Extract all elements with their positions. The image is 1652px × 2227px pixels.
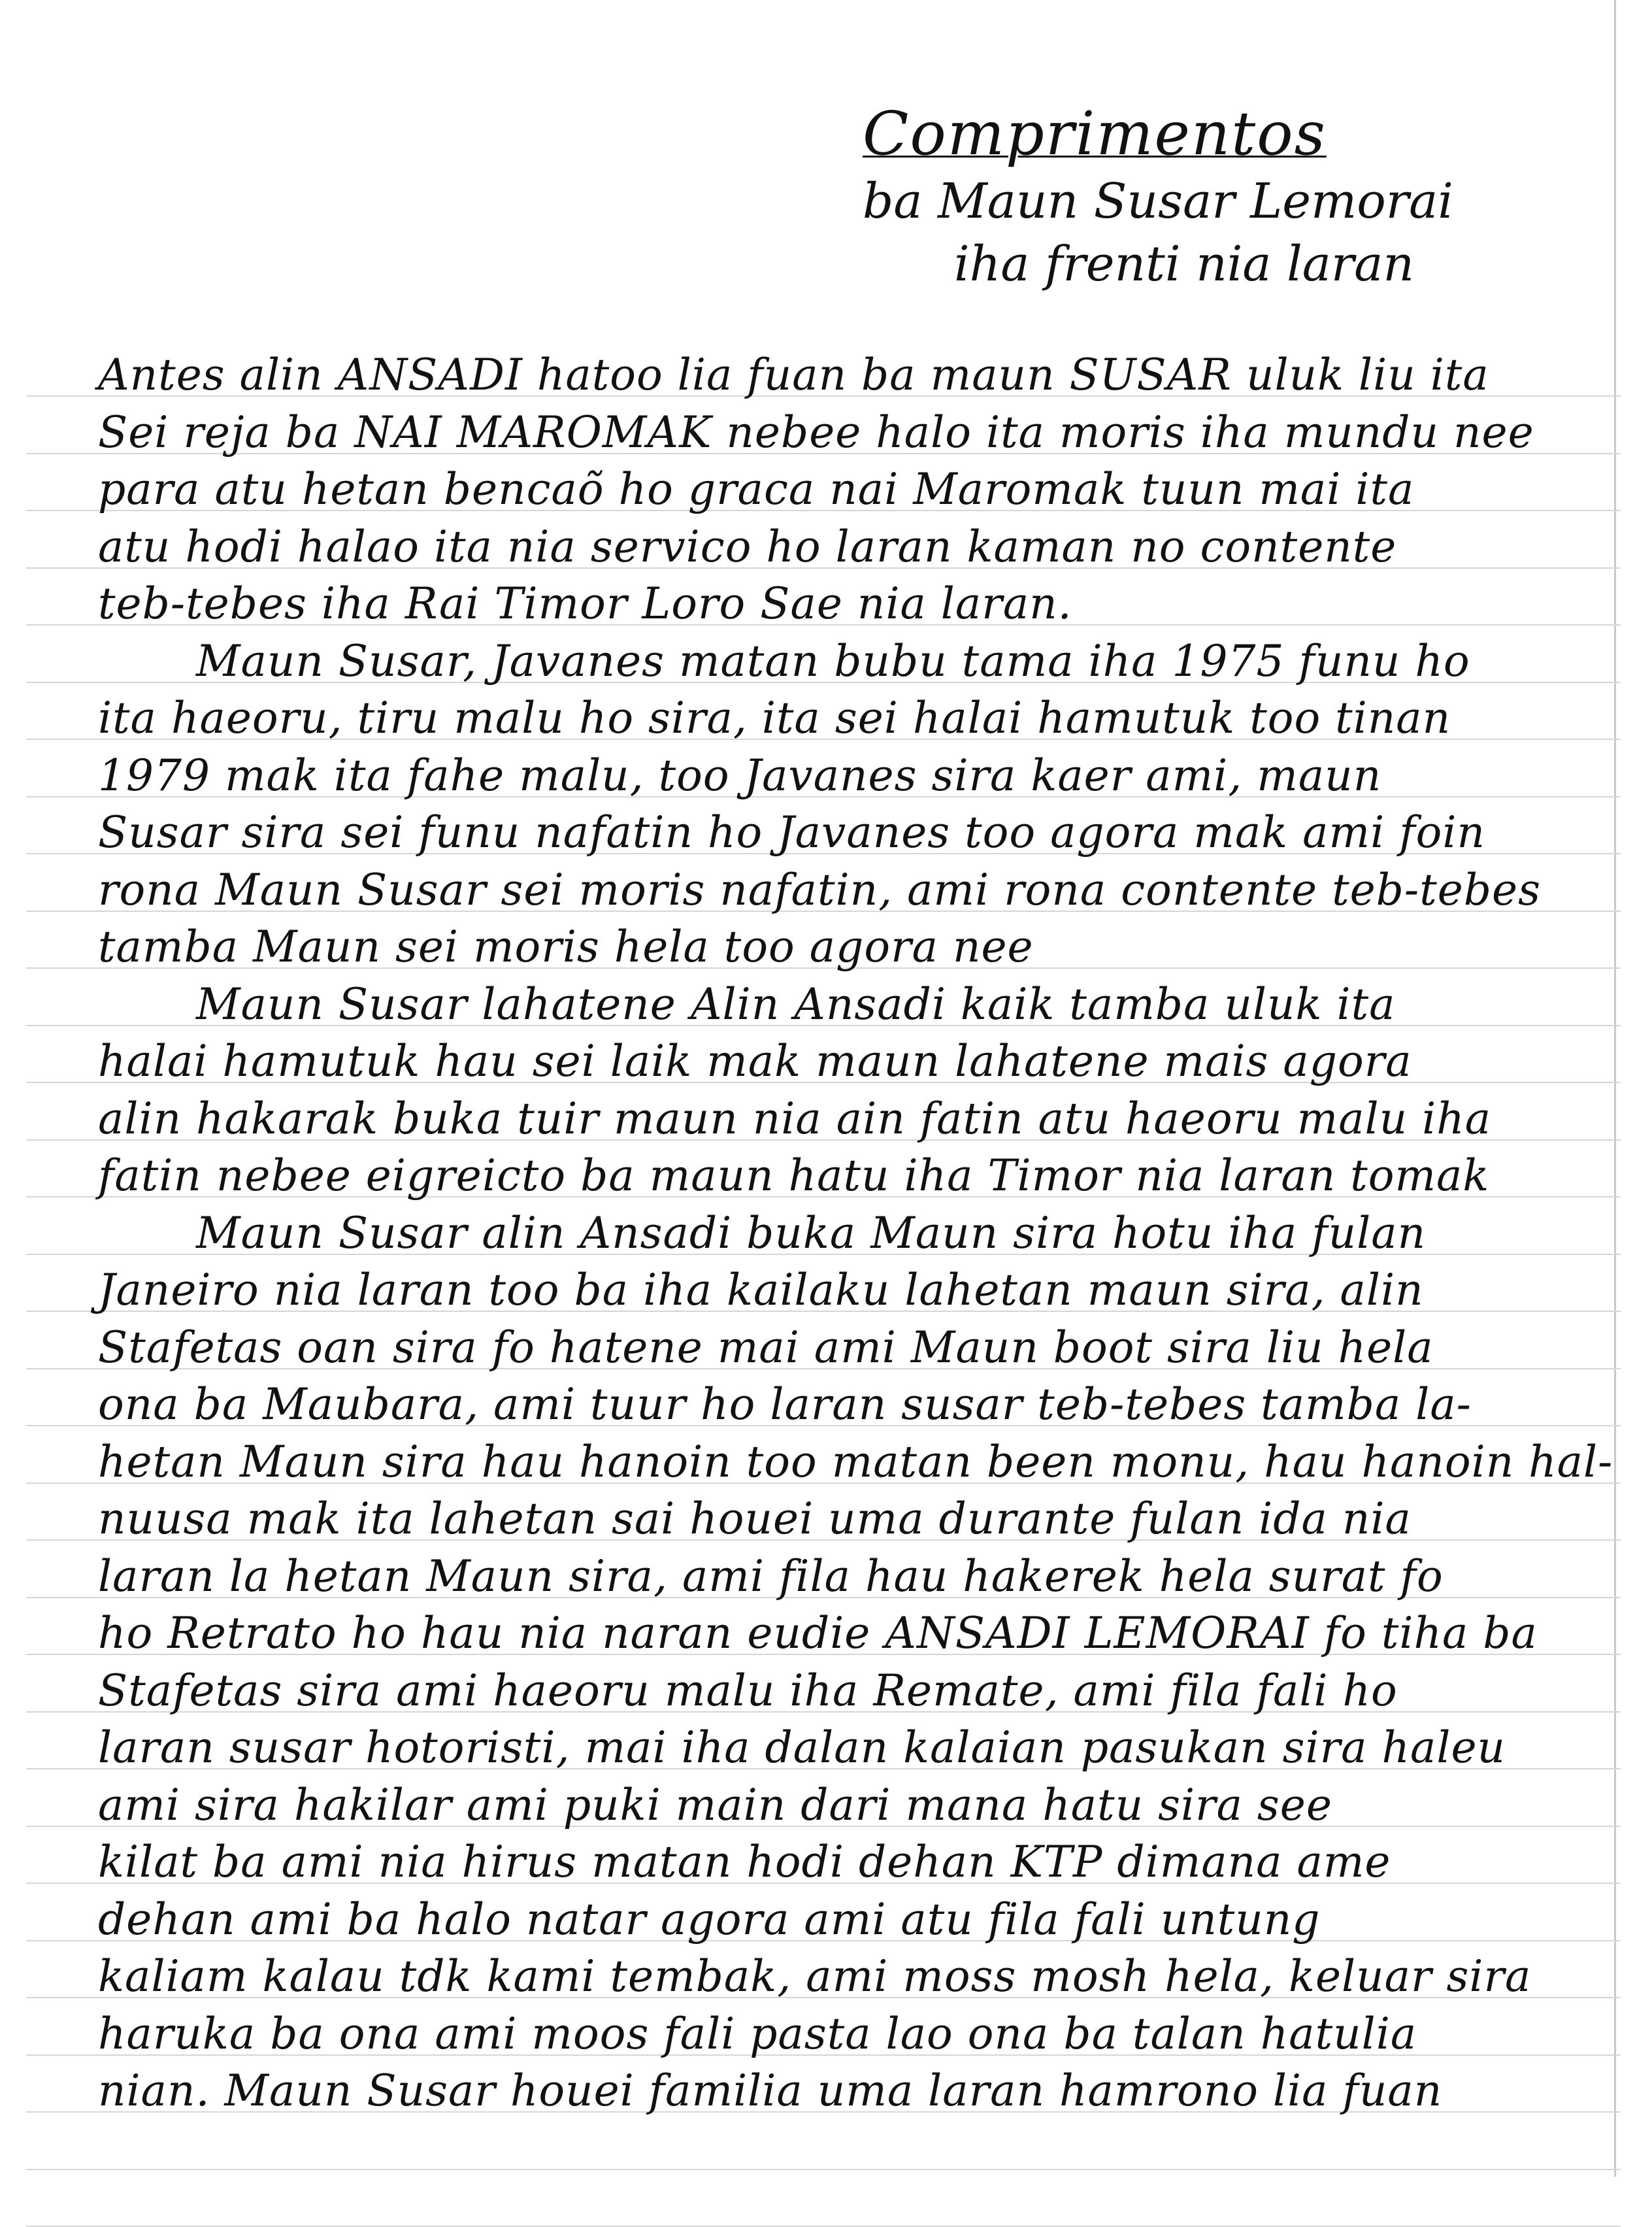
letter-line: halai hamutuk hau sei laik mak maun lahatene mais agora [98,1036,1412,1086]
letter-line: 1979 mak ita fahe malu, too Javanes sira kaer ami, maun [98,750,1382,801]
letter-line: Maun Susar, Javanes matan bubu tama iha 1975 funu ho [196,635,1470,686]
letter-line: Sei reja ba NAI MAROMAK nebee halo ita moris iha mundu nee [98,407,1534,458]
letter-line: Susar sira sei funu nafatin ho Javanes too agora mak ami foin [98,807,1485,858]
heading-title: Comprimentos [863,99,1327,169]
letter-line: kaliam kalau tdk kami tembak, ami moss mosh hela, keluar sira [98,1951,1532,2001]
letter-line: fatin nebee eigreicto ba maun hatu iha Timor nia laran tomak [98,1150,1490,1201]
letter-line: ita haeoru, tiru malu ho sira, ita sei halai hamutuk too tinan [98,693,1451,743]
letter-line: ho Retrato ho hau nia naran eudie ANSADI LEMORAI fo tiha ba [98,1608,1538,1658]
letter-line: ona ba Maubara, ami tuur ho laran susar teb-tebes tamba la- [98,1379,1472,1430]
letter-line: dehan ami ba halo natar agora ami atu fila fali untung [98,1894,1321,1945]
ruled-line [26,2169,1621,2170]
letter-line: atu hodi halao ita nia servico ho laran kaman no contente [98,521,1397,572]
letter-line: nian. Maun Susar houei familia uma laran hamrono lia fuan [98,2066,1443,2116]
letter-line: Maun Susar alin Ansadi buka Maun sira hotu iha fulan [196,1207,1427,1258]
letter-line: hetan Maun sira hau hanoin too matan been monu, hau hanoin hal- [98,1436,1613,1487]
letter-line: laran la hetan Maun sira, ami fila hau hakerek hela surat fo [98,1550,1444,1601]
letter-line: kilat ba ami nia hirus matan hodi dehan KTP dimana ame [98,1837,1391,1887]
letter-line: Stafetas sira ami haeoru malu iha Remate, ami fila fali ho [98,1665,1398,1716]
letter-line: Janeiro nia laran too ba iha kailaku lahetan maun sira, alin [98,1265,1424,1315]
heading-line-1: ba Maun Susar Lemorai [863,173,1453,229]
letter-line: ami sira hakilar ami puki main dari mana hatu sira see [98,1779,1332,1830]
letter-heading [850,98,1568,295]
page-right-edge-line [1614,0,1616,2177]
letter-body [98,346,1613,2120]
letter-line: nuusa mak ita lahetan sai houei uma durante fulan ida nia [98,1494,1412,1544]
letter-line: haruka ba ona ami moos fali pasta lao ona ba talan hatulia [98,2008,1417,2059]
letter-line: alin hakarak buka tuir maun nia ain fatin atu haeoru malu iha [98,1093,1492,1144]
heading-line-2: iha frenti nia laran [954,236,1415,292]
letter-line: tamba Maun sei moris hela too agora nee [98,922,1034,972]
letter-line: teb-tebes iha Rai Timor Loro Sae nia laran. [98,578,1072,629]
letter-line: para atu hetan bencaõ ho graca nai Maromak tuun mai ita [98,464,1415,514]
letter-line: Maun Susar lahatene Alin Ansadi kaik tamba uluk ita [196,979,1396,1030]
letter-line: Stafetas oan sira fo hatene mai ami Maun boot sira liu hela [98,1322,1434,1373]
letter-line: rona Maun Susar sei moris nafatin, ami rona contente teb-tebes [98,864,1541,915]
letter-line: Antes alin ANSADI hatoo lia fuan ba maun SUSAR uluk liu ita [98,350,1489,400]
letter-line: laran susar hotoristi, mai iha dalan kalaian pasukan sira haleu [98,1722,1506,1773]
